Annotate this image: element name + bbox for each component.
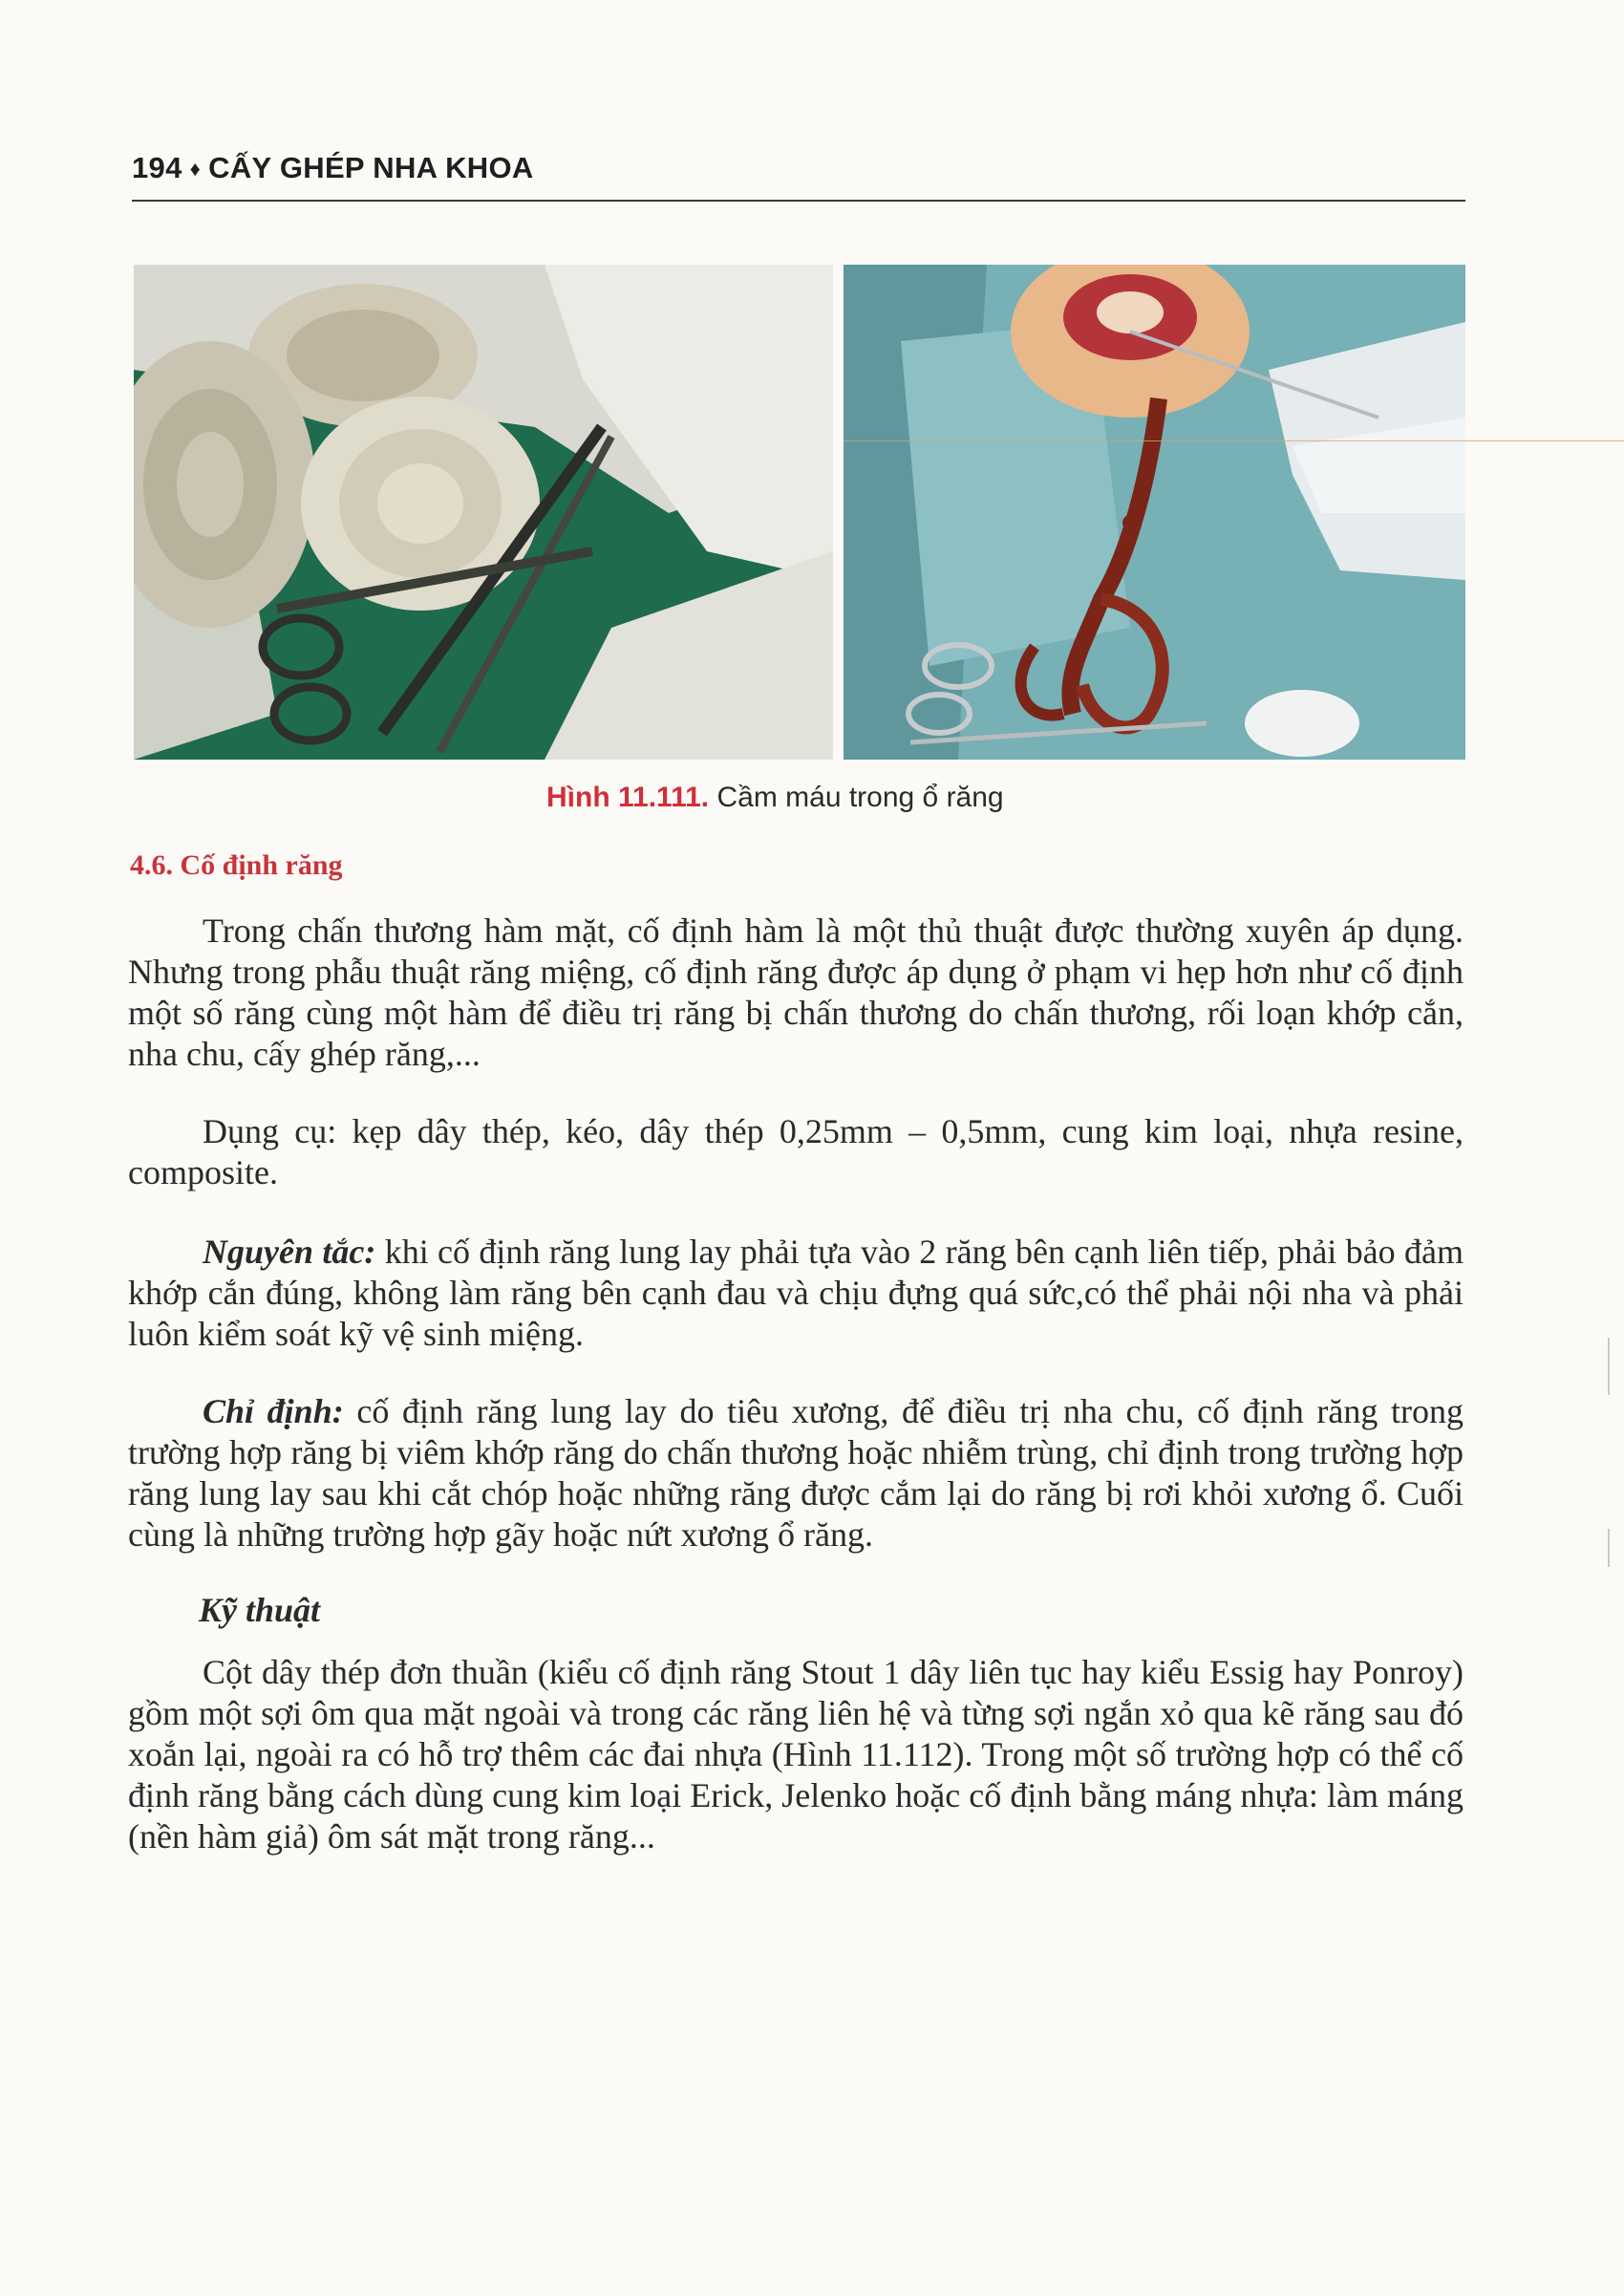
book-title: CẤY GHÉP NHA KHOA <box>208 151 534 184</box>
principle-text: khi cố định răng lung lay phải tựa vào 2 răng bên cạnh liên tiếp, phải bảo đảm khớp cắn đúng, không làm răng bên cạnh đau và chịu đựng quá sức,có thể phải nội nha và phải luôn kiểm soát kỹ vệ sinh miệng. <box>128 1233 1464 1353</box>
paragraph-technique: Cột dây thép đơn thuần (kiểu cố định răng Stout 1 dây liên tục hay kiểu Essig hay Ponroy) gồm một sợi ôm qua mặt ngoài và trong các răng liên hệ và từng sợi ngắn xỏ qua kẽ răng sau đó xoắn lại, ngoài ra có hỗ trợ thêm các đai nhựa (Hình 11.112). Trong một số trường hợp có thể cố định răng bằng cách dùng cung kim loại Erick, Jelenko hoặc cố định bằng máng nhựa: làm máng (nền hàm giả) ôm sát mặt trong răng... <box>128 1653 1464 1856</box>
margin-scan-mark <box>1608 1338 1610 1395</box>
header-rule <box>132 200 1465 202</box>
indication-text: cố định răng lung lay do tiêu xương, để điều trị nha chu, cố định răng trong trường hợp răng bị viêm khớp răng do chấn thương hoặc nhiễm trùng, chỉ định trong trường hợp răng lung lay sau khi cắt chóp hoặc những răng được cắm lại do răng bị rơi khỏi xương ổ. Cuối cùng là những trường hợp gãy hoặc nứt xương ổ răng. <box>128 1392 1464 1554</box>
figure-text: Cầm máu trong ổ răng <box>716 782 1004 813</box>
figure-label: Hình 11.111. <box>546 782 710 813</box>
paragraph-tools: Dụng cụ: kẹp dây thép, kéo, dây thép 0,25mm – 0,5mm, cung kim loại, nhựa resine, composite. <box>128 1112 1464 1191</box>
scan-artifact-line <box>844 440 1624 441</box>
paragraph-indication <box>128 1391 1464 1556</box>
photo-surgical-field <box>844 265 1465 760</box>
photo-gauze-scissors <box>134 265 833 760</box>
margin-scan-mark <box>1608 1529 1610 1567</box>
indication-label: Chỉ định: <box>203 1392 344 1430</box>
figure-caption <box>546 782 1004 814</box>
paragraph-intro: Trong chấn thương hàm mặt, cố định hàm là một thủ thuật được thường xuyên áp dụng. Nhưng trong phẫu thuật răng miệng, cố định răng được áp dụng ở phạm vi hẹp hơn như cố định một số răng cùng một hàm để điều trị răng bị chấn thương do chấn thương, rối loạn khớp cắn, nha chu, cấy ghép răng,... <box>128 912 1464 1073</box>
technique-heading: Kỹ thuật <box>199 1591 321 1629</box>
diamond-separator-icon: ♦ <box>189 157 202 181</box>
running-header <box>132 151 534 185</box>
page-number: 194 <box>132 151 182 184</box>
paragraph-principle <box>128 1232 1464 1355</box>
section-heading: 4.6. Cố định răng <box>130 849 343 881</box>
principle-label: Nguyên tắc: <box>203 1233 376 1271</box>
